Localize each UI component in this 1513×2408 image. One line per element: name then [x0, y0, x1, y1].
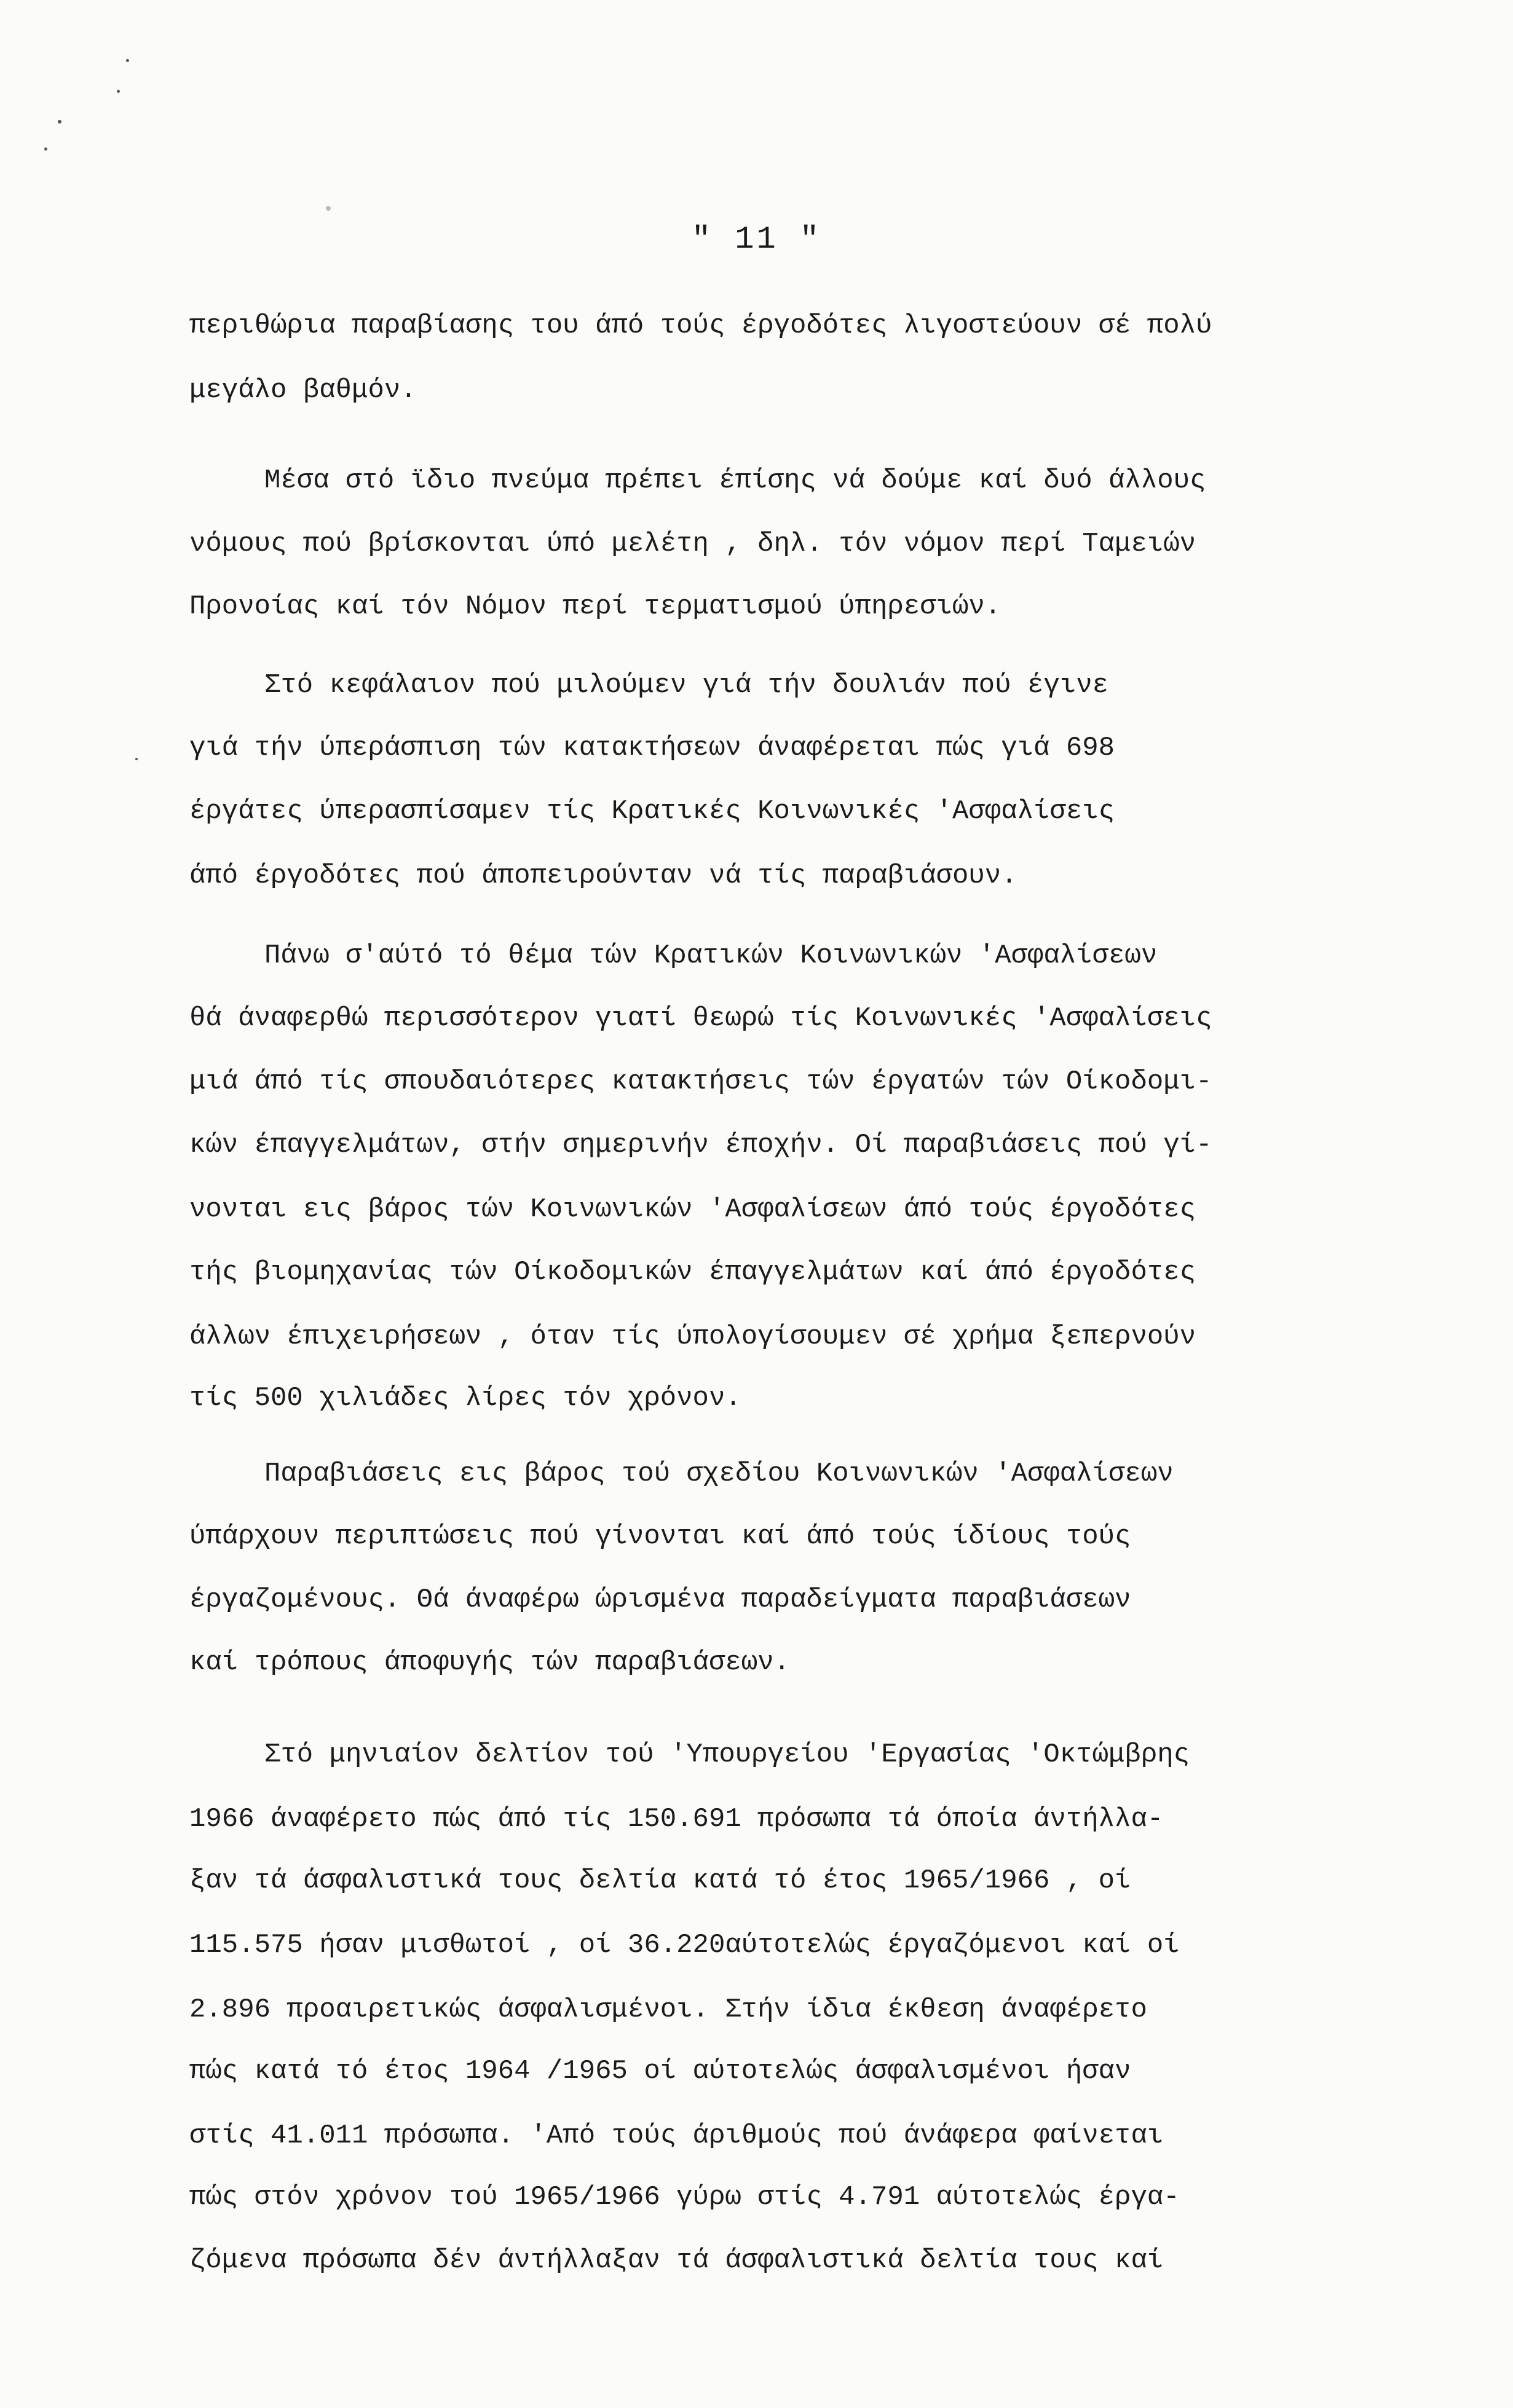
- text-line: μιά άπό τίς σπουδαιότερες κατακτήσεις τών έργατών τών Οίκοδομι-: [189, 1066, 1212, 1097]
- text-line: έργαζομένους. Θά άναφέρω ώρισμένα παραδείγματα παραβιάσεων: [189, 1584, 1131, 1615]
- text-line: νονται εις βάρος τών Κοινωνικών 'Ασφαλίσεων άπό τούς έργοδότες: [189, 1194, 1196, 1225]
- text-line: στίς 41.011 πρόσωπα. 'Από τούς άριθμούς πού άνάφερα φαίνεται: [189, 2120, 1164, 2151]
- text-line: Πάνω σ'αύτό τό θέμα τών Κρατικών Κοινωνικών 'Ασφαλίσεων: [264, 940, 1158, 971]
- text-line: Στό μηνιαίον δελτίον τού 'Υπουργείου 'Εργασίας 'Οκτώμβρης: [264, 1739, 1190, 1770]
- text-line: τής βιομηχανίας τών Οίκοδομικών έπαγγελμάτων καί άπό έργοδότες: [189, 1257, 1196, 1288]
- text-line: άλλων έπιχειρήσεων , όταν τίς ύπολογίσουμεν σέ χρήμα ξεπερνούν: [189, 1321, 1196, 1352]
- text-line: μεγάλο βαθμόν.: [189, 375, 417, 406]
- text-line: άπό έργοδότες πού άποπειρούνταν νά τίς παραβιάσουν.: [189, 860, 1017, 891]
- scan-speck: [135, 758, 138, 760]
- text-line: περιθώρια παραβίασης του άπό τούς έργοδότες λιγοστεύουν σέ πολύ: [189, 310, 1212, 341]
- text-line: Μέσα στό ϊδιο πνεύμα πρέπει έπίσης νά δούμε καί δυό άλλους: [264, 465, 1206, 496]
- text-line: έργάτες ύπερασπίσαμεν τίς Κρατικές Κοινωνικές 'Ασφαλίσεις: [189, 796, 1115, 827]
- text-line: νόμους πού βρίσκονται ύπό μελέτη , δηλ. τόν νόμον περί Ταμειών: [189, 529, 1196, 559]
- text-line: 1966 άναφέρετο πώς άπό τίς 150.691 πρόσωπα τά όποία άντήλλα-: [189, 1804, 1164, 1835]
- scan-speck: [58, 120, 61, 124]
- text-line: πώς κατά τό έτος 1964 /1965 οί αύτοτελώς άσφαλισμένοι ήσαν: [189, 2056, 1131, 2087]
- text-line: τίς 500 χιλιάδες λίρες τόν χρόνον.: [189, 1383, 741, 1414]
- text-line: ύπάρχουν περιπτώσεις πού γίνονται καί άπό τούς ίδίους τούς: [189, 1521, 1131, 1552]
- text-line: 2.896 προαιρετικώς άσφαλισμένοι. Στήν ίδια έκθεση άναφέρετο: [189, 1994, 1147, 2025]
- text-line: 115.575 ήσαν μισθωτοί , οί 36.220αύτοτελώς έργαζόμενοι καί οί: [189, 1930, 1180, 1961]
- scan-speck: [326, 206, 331, 211]
- text-line: κών έπαγγελμάτων, στήν σημερινήν έποχήν. Οί παραβιάσεις πού γί-: [189, 1130, 1212, 1160]
- text-line: ξαν τά άσφαλιστικά τους δελτία κατά τό έτος 1965/1966 , οί: [189, 1865, 1131, 1896]
- scan-speck: [117, 90, 120, 93]
- text-line: ζόμενα πρόσωπα δέν άντήλλαξαν τά άσφαλιστικά δελτία τους καί: [189, 2245, 1164, 2276]
- text-line: πώς στόν χρόνον τού 1965/1966 γύρω στίς 4.791 αύτοτελώς έργα-: [189, 2182, 1180, 2213]
- text-line: καί τρόπους άποφυγής τών παραβιάσεων.: [189, 1647, 790, 1678]
- text-line: Στό κεφάλαιον πού μιλούμεν γιά τήν δουλιάν πού έγινε: [264, 670, 1109, 701]
- text-line: θά άναφερθώ περισσότερον γιατί θεωρώ τίς Κοινωνικές 'Ασφαλίσεις: [189, 1003, 1212, 1034]
- scan-speck: [126, 59, 129, 62]
- text-line: Παραβιάσεις εις βάρος τού σχεδίου Κοινωνικών 'Ασφαλίσεων: [264, 1458, 1174, 1489]
- text-line: γιά τήν ύπεράσπιση τών κατακτήσεων άναφέρεται πώς γιά 698: [189, 733, 1115, 763]
- page-number: " 11 ": [691, 221, 822, 258]
- text-line: Προνοίας καί τόν Νόμον περί τερματισμού ύπηρεσιών.: [189, 591, 1001, 622]
- scan-speck: [44, 148, 47, 151]
